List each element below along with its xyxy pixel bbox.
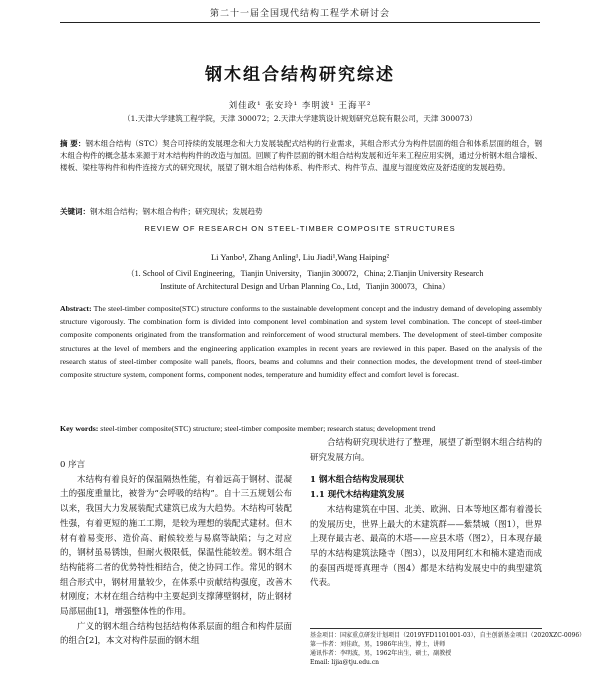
author-list: 刘佳政¹ 张安玲¹ 李明波¹ 王海平² [228,101,372,111]
english-keywords-text: steel-timber composite(STC) structure; steel-timber composite member; research status; development trend [100,424,436,433]
english-keywords [60,422,542,435]
keywords-text: 钢木组合结构；钢木组合构件；研究现状；发展趋势 [90,207,263,216]
english-abstract [60,302,542,381]
footnote-corresponding-author: 通讯作者：李明波，男，1962年出生，硕士，副教授 [310,650,452,657]
footnote-email: Email: lijia@tju.edu.cn [310,659,380,666]
english-affiliation-line-2: Institute of Architectural Design and Urban Planning Co., Ltd，Tianjin 300073，China） [160,282,450,291]
abstract-label: 摘 要： [60,139,86,148]
body-paragraph: 广义的钢木组合结构包括结构体系层面的组合和构件层面的组合[2]，本文对构件层面的钢木组 [60,621,292,647]
paper-title: 钢木组合结构研究综述 [205,65,395,85]
abstract-text: 钢木组合结构（STC）契合可持续的发展理念和大力发展装配式结构的行业需求，其组合形式分为构件层面的组合和体系层面的组合，钢木组合构件的概念基本来源于对木结构构件的改造与加固。回顾了构件层面的钢木组合结构发展和近年来工程应用实例，通过分析钢木组合墙板、楼板、梁柱等构件和构件连接方式的研究现状，展望了钢木组合结构体系、构件形式、构件节点、温度与湿度效应及舒适度的发展趋势。 [60,139,542,172]
english-abstract-text: The steel-timber composite(STC) structure conforms to the sustainable development concept and the industry demand of developing assembly structure vigorously. The combination form is divided into component level combination and system level combination. The concept of steel-timber composite components originated from the transformation and reinforcement of wood structural members. The development of steel-timber composite structures at the level of members and the engineering application examples in recent years are reviewed in this paper. Based on the analysis of the research status of steel-timber composite wall panels, floors, beams and columns and their connection modes, the development trend of steel-timber composite structure system, component forms, component nodes, temperature and humidity effect and comfort level is forecast. [60,304,542,380]
english-authors: Li Yanbo¹, Zhang Anling¹, Liu Jiadi¹,Wang Haiping² [210,252,390,262]
keywords-cn [60,206,542,218]
body-paragraph: 木结构有着良好的保温隔热性能，有着远高于钢材、混凝土的强度重量比，被誉为“会呼吸的结构”。自十三五规划公布以来，我国大力发展装配式建筑已成为大趋势。木结构可装配性强，有着更短的施工工期，是较为理想的装配式建材。但木材有着易变形、造价高、耐候较差与易腐等缺陷；与之对应的，钢材虽易锈蚀，但耐火极限低，保温性能较差。钢木组合结构能将二者的优势特性相结合，使之协同工作。常见的钢木组合形式中，钢材用量较少，在体系中贡献结构强度，改善木材刚度；木材在组合结构中主要起到支撑薄壁钢材，防止钢材局部屈曲[1]，增强整体性的作用。 [60,474,292,618]
footnote [310,628,586,667]
footnote-first-author: 第一作者：刘佳政，男，1986年出生，博士，讲师 [310,641,446,648]
keywords-label: 关键词： [60,207,90,216]
english-abstract-label: Abstract: [60,304,92,313]
english-affiliation [100,267,510,293]
english-affiliation-line-1: （1. School of Civil Engineering，Tianjin University，Tianjin 300072，China; 2.Tianjin University Research [126,269,484,278]
section-heading-1: 1 钢木组合结构发展现状 [310,475,404,486]
abstract-cn [60,138,542,174]
affiliation: （1.天津大学建筑工程学院，天津 300072；2.天津大学建筑设计规划研究总院有限公司，天津 300073） [123,114,477,123]
body-paragraph: 木结构建筑在中国、北美、欧洲、日本等地区都有着漫长的发展历史，世界上最大的木建筑群——紫禁城（图1），世界上现存最古老、最高的木塔——应县木塔（图2），日本现存最早的木结构建筑法隆寺（图3），以及用阿红木和楠木建造而成的泰国西堤哥真理寺（图4）都是木结构发展史中的典型建筑代表。 [310,504,542,589]
body-column-left [60,436,292,649]
section-heading-1-1: 1.1 现代木结构建筑发展 [310,490,405,501]
english-title: REVIEW OF RESEARCH ON STEEL-TIMBER COMPOSITE STRUCTURES [144,224,456,233]
english-keywords-label: Key words: [60,424,99,433]
running-header: 第二十一届全国现代结构工程学术研讨会 [60,6,540,23]
section-heading-0: 0 序言 [60,460,86,470]
body-paragraph: 合结构研究现状进行了整理，展望了新型钢木组合结构的研究发展方向。 [310,438,542,463]
body-column-right [310,436,542,591]
footnote-funding: 基金项目：国家重点研发计划项目（2019YFD1101001-03），自主创新基金项目（2020XZC-0096） [310,632,586,639]
